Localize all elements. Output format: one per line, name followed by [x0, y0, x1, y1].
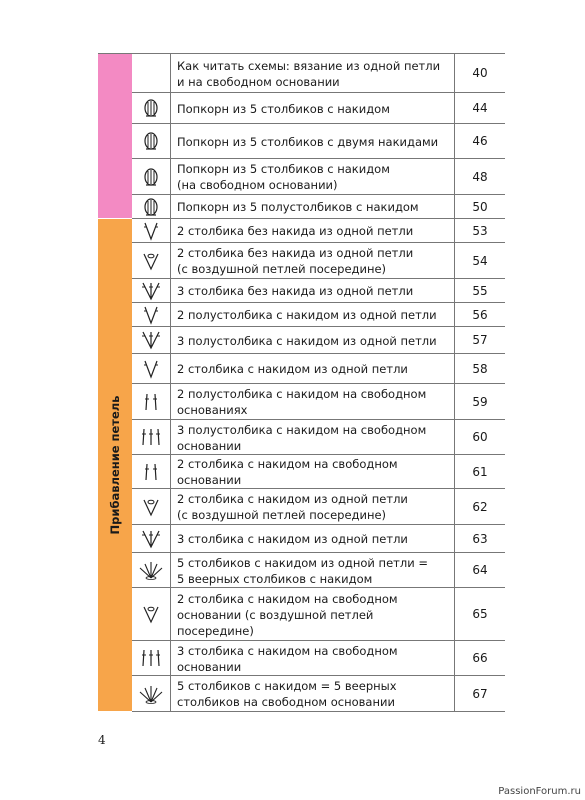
entry-page: 65: [472, 607, 488, 621]
entry-page: 67: [472, 686, 488, 701]
entry-title: [171, 159, 455, 194]
entry-title-text: 5 столбиков с накидом = 5 веерных столбиков на свободном основании: [177, 679, 397, 709]
entry-page: 61: [472, 464, 488, 479]
entry-title: [171, 354, 455, 383]
table-of-contents: [98, 53, 505, 712]
entry-title: [171, 243, 455, 278]
entry-page: 40: [472, 66, 488, 80]
toc-row[interactable]: [132, 195, 505, 219]
entry-title-text: 2 столбика с накидом на свободном основании: [177, 457, 398, 487]
toc-row[interactable]: [132, 553, 505, 588]
popcorn-icon: [132, 195, 171, 218]
entry-title-text: Попкорн из 5 столбиков с двумя накидами: [177, 134, 439, 149]
free-base-3-icon: [132, 420, 171, 454]
entry-title: [171, 195, 455, 218]
entry-title-text: 3 столбика с накидом из одной петли: [177, 532, 408, 546]
entry-page: 56: [472, 307, 488, 322]
increase-3-icon: [132, 327, 171, 353]
entry-title-text: Попкорн из 5 столбиков с накидом (на свободном основании): [177, 162, 390, 192]
toc-row[interactable]: [132, 420, 505, 455]
toc-row[interactable]: [132, 327, 505, 354]
entry-title: [171, 93, 455, 123]
entry-title-text: 2 полустолбика с накидом на свободном основаниях: [177, 387, 427, 417]
increase-3-icon: [132, 525, 171, 552]
page-number: 4: [98, 733, 106, 747]
entry-title: [171, 279, 455, 302]
entry-title-text: 2 столбика без накида из одной петли (с воздушной петлей посередине): [177, 246, 414, 276]
entry-page: 64: [472, 563, 488, 577]
free-base-2-icon: [132, 455, 171, 488]
free-base-3-icon: [132, 641, 171, 675]
entry-title: [171, 384, 455, 419]
section-tab: [98, 219, 132, 712]
toc-row[interactable]: [132, 455, 505, 489]
entry-title: [171, 54, 455, 92]
toc-row[interactable]: [132, 93, 505, 124]
entry-page: 63: [472, 531, 488, 546]
increase-chain-icon: [132, 588, 171, 640]
fan-icon: [132, 676, 171, 711]
entry-title-text: 2 столбика с накидом на свободном основании (с воздушной петлей посередине): [177, 591, 398, 638]
entry-title-text: 3 полустолбика с накидом на свободном основании: [177, 422, 427, 453]
toc-row[interactable]: [132, 219, 505, 243]
entry-page: 50: [472, 199, 488, 214]
entry-title-text: 3 столбика без накида из одной петли: [177, 284, 414, 298]
entry-title-text: 3 столбика с накидом на свободном основании: [177, 643, 398, 674]
entry-title: [171, 676, 455, 711]
entry-title-text: 3 полустолбика с накидом из одной петли: [177, 333, 437, 348]
entry-title: [171, 553, 455, 587]
entry-page: 62: [472, 499, 488, 514]
entry-title-text: Попкорн из 5 столбиков с накидом: [177, 101, 390, 116]
toc-row[interactable]: [132, 354, 505, 384]
entry-title: [171, 303, 455, 326]
entry-title: [171, 525, 455, 552]
entry-page: 44: [472, 101, 488, 115]
toc-section: [98, 219, 505, 712]
toc-row[interactable]: [132, 243, 505, 279]
toc-row[interactable]: [132, 676, 505, 712]
entry-page: 58: [472, 361, 488, 376]
entry-title-text: 5 столбиков с накидом из одной петли = 5 веерных столбиков с накидом: [177, 555, 428, 586]
entry-title: [171, 420, 455, 454]
toc-row[interactable]: [132, 124, 505, 159]
increase-3-icon: [132, 279, 171, 302]
entry-title: [171, 489, 455, 524]
entry-page: 48: [472, 169, 488, 184]
entry-title-text: 2 полустолбика с накидом из одной петли: [177, 308, 437, 322]
toc-row[interactable]: [132, 489, 505, 525]
entry-title: [171, 327, 455, 353]
entry-page: 60: [472, 430, 488, 444]
entry-page: 55: [472, 283, 488, 298]
entry-title: [171, 641, 455, 675]
entry-page: 59: [472, 394, 488, 409]
entry-title-text: Попкорн из 5 полустолбиков с накидом: [177, 200, 419, 214]
fan-icon: [132, 553, 171, 587]
section-label: Прибавление петель: [108, 395, 122, 535]
popcorn-icon: [132, 159, 171, 194]
entry-page: 46: [472, 134, 488, 148]
increase-chain-icon: [132, 243, 171, 278]
none-icon: [132, 54, 171, 92]
watermark: PassionForum.ru: [498, 786, 581, 797]
toc-row[interactable]: [132, 159, 505, 195]
entry-title: [171, 124, 455, 158]
entry-page: 54: [472, 253, 488, 268]
toc-row[interactable]: [132, 384, 505, 420]
entry-page: 53: [472, 223, 488, 238]
free-base-2-icon: [132, 384, 171, 419]
entry-title-text: 2 столбика без накида из одной петли: [177, 224, 414, 238]
increase-2-icon: [132, 303, 171, 326]
entry-title: [171, 455, 455, 488]
toc-row[interactable]: [132, 303, 505, 327]
popcorn-icon: [132, 124, 171, 158]
entry-title-text: 2 столбика с накидом из одной петли: [177, 362, 408, 376]
increase-2-icon: [132, 354, 171, 383]
entry-title: [171, 219, 455, 242]
increase-2-icon: [132, 219, 171, 242]
toc-row[interactable]: [132, 54, 505, 93]
toc-row[interactable]: [132, 525, 505, 553]
toc-row[interactable]: [132, 588, 505, 641]
toc-row[interactable]: [132, 279, 505, 303]
toc-row[interactable]: [132, 641, 505, 676]
entry-page: 66: [472, 651, 488, 665]
popcorn-icon: [132, 93, 171, 123]
increase-chain-icon: [132, 489, 171, 524]
section-tab: [98, 54, 132, 219]
entry-page: 57: [472, 333, 488, 347]
entry-title: [171, 588, 455, 640]
toc-section: [98, 54, 505, 219]
entry-title-text: 2 столбика с накидом из одной петли (с воздушной петлей посередине): [177, 492, 408, 522]
entry-title-text: Как читать схемы: вязание из одной петли и на свободном основании: [177, 58, 441, 89]
